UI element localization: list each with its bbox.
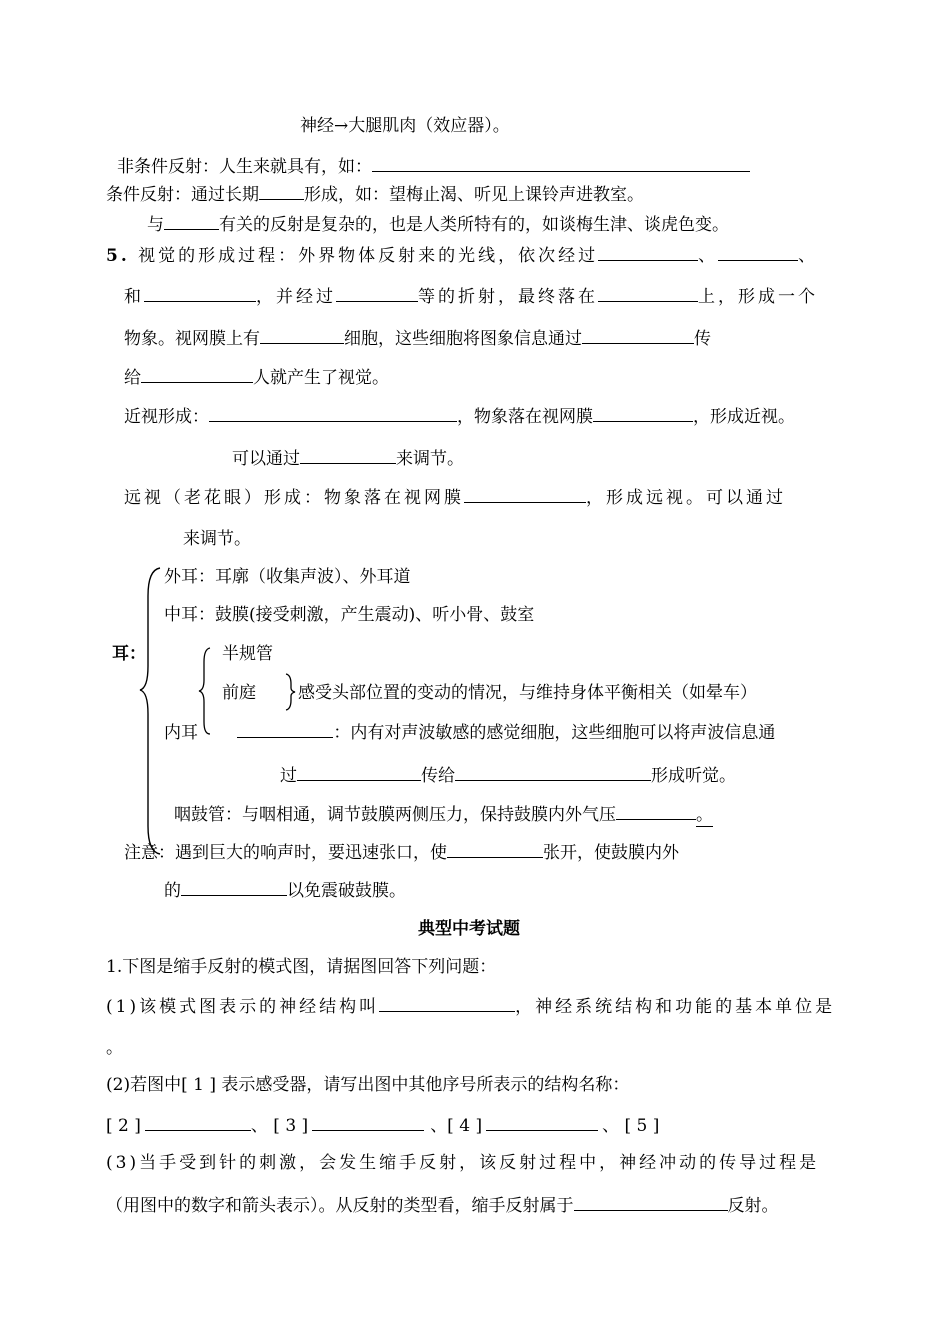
line-text: 来调节。 [183,529,251,549]
line-text: （用图中的数字和箭头表示）。从反射的类型看，缩手反射属于 [106,1196,574,1216]
line-text: 神经→大腿肌肉（效应器）。 [300,116,510,136]
blank-field[interactable] [464,485,586,503]
blank-field[interactable] [300,446,396,464]
line-text: 条件反射：通过长期 [106,185,259,205]
line-text: 和 [124,287,144,307]
line-text: 过 [280,766,297,786]
blank-field[interactable] [237,720,333,738]
text-line [174,802,713,827]
text-line [106,243,818,267]
text-line [164,878,406,902]
line-text: 传 [694,329,711,349]
blank-field[interactable] [616,802,696,820]
blank-field[interactable] [141,365,253,383]
text-line [106,1113,659,1137]
blank-field[interactable] [312,1113,424,1131]
line-text: 注意：遇到巨大的响声时，要迅速张口，使 [124,843,447,863]
line-text: ，形成远视。可以通过 [586,488,786,508]
semicircular-canal-label: 半规管 [222,644,273,664]
question-1-2: (2)若图中[ 1 ] 表示感受器，请写出图中其他序号所表示的结构名称： [106,1075,630,1095]
text-line [124,284,818,308]
blank-field[interactable] [598,284,698,302]
line-text: ：内有对声波敏感的感觉细胞，这些细胞可以将声波信息通 [333,723,776,743]
text-line [183,528,251,550]
blank-field[interactable] [486,1113,598,1131]
line-text: ，神经系统结构和功能的基本单位是 [515,997,836,1017]
line-text: 的 [164,881,181,901]
item-number: 5. [106,246,130,266]
blank-field[interactable] [209,404,457,422]
blank-field[interactable] [718,243,798,261]
line-text: 以免震破鼓膜。 [287,881,406,901]
text-line [106,1193,779,1217]
line-text: 、 [ 3 ] [250,1116,309,1136]
line-text: 细胞，这些细胞将图象信息通过 [344,329,582,349]
blank-field[interactable] [455,763,651,781]
text-line [300,115,510,137]
line-text: 、 [ 5 ] [602,1116,660,1136]
text-line [124,326,711,350]
line-text: 等的折射，最终落在 [418,287,598,307]
text-line [232,446,464,470]
line-text: 上，形成一个 [698,287,818,307]
blank-field[interactable] [297,763,421,781]
line-text: 人就产生了视觉。 [253,368,389,388]
line-text: 、 [698,246,719,266]
line-text: 有关的反射是复杂的，也是人类所特有的，如谈梅生津、谈虎色变。 [219,215,729,235]
line-text: 可以通过 [232,449,300,469]
text-line [124,840,679,864]
line-text: 张开，使鼓膜内外 [543,843,679,863]
line-text: 来调节。 [396,449,464,469]
line-text: 、 [798,246,819,266]
vestibule-label: 前庭 [222,683,256,703]
line-text: (1)该模式图表示的神经结构叫 [106,997,380,1017]
text-line [147,212,729,236]
question-1-3: (3)当手受到针的刺激，会发生缩手反射，该反射过程中，神经冲动的传导过程是 [106,1153,820,1173]
text-line [124,365,389,389]
middle-ear-line: 中耳：鼓膜(接受刺激，产生震动)、听小骨、鼓室 [164,605,535,625]
line-text: ，并经过 [256,287,336,307]
line-text: ，物象落在视网膜 [457,407,593,427]
blank-field[interactable] [379,994,515,1012]
line-text: 给 [124,368,141,388]
blank-field[interactable] [598,243,698,261]
text-line [280,763,736,787]
ear-label: 耳： [112,644,146,664]
line-text: 形成听觉。 [651,766,736,786]
blank-field[interactable] [447,840,543,858]
blank-field[interactable] [259,182,304,200]
blank-field[interactable] [372,154,750,172]
line-text: [ 2 ] [106,1116,141,1136]
line-text: 与 [147,215,164,235]
blank-field[interactable] [181,878,287,896]
line-text: 反射。 [727,1196,779,1216]
line-text: 咽鼓管：与咽相通，调节鼓膜两侧压力，保持鼓膜内外气压 [174,805,616,825]
line-text: 非条件反射：人生来就具有，如： [117,157,372,177]
line-text: ，形成近视。 [693,407,795,427]
inner-ear-label: 内耳 [164,723,198,743]
blank-field[interactable] [144,284,256,302]
text-line [124,404,795,428]
line-text: 。 [696,805,713,825]
text-line [124,485,786,509]
line-text: 形成，如：望梅止渴、听见上课铃声进教室。 [304,185,644,205]
question-1: 1.下图是缩手反射的模式图，请据图回答下列问题： [106,957,497,977]
blank-field[interactable] [574,1193,728,1211]
line-text: 视觉的形成过程：外界物体反射来的光线，依次经过 [138,246,599,266]
balance-text: 感受头部位置的变动的情况，与维持身体平衡相关（如晕车） [298,683,757,703]
text-line [106,182,644,206]
text-line [164,720,775,744]
section-title: 典型中考试题 [418,919,520,939]
blank-field[interactable] [164,212,219,230]
blank-field[interactable] [593,404,693,422]
blank-field[interactable] [582,326,694,344]
text-line: 。 [106,1038,123,1058]
blank-field[interactable] [145,1113,251,1131]
text-line [117,154,750,178]
text-line [106,994,835,1018]
line-text: 传给 [421,766,455,786]
blank-field[interactable] [336,284,418,302]
line-text: 物象。视网膜上有 [124,329,260,349]
balance-brace-icon [284,672,298,712]
line-text: 、[ 4 ] [430,1116,483,1136]
blank-field[interactable] [260,326,344,344]
line-text: 远视（老花眼）形成：物象落在视网膜 [124,488,464,508]
line-text: 近视形成： [124,407,209,427]
outer-ear-line: 外耳：耳廓（收集声波）、外耳道 [164,567,411,587]
